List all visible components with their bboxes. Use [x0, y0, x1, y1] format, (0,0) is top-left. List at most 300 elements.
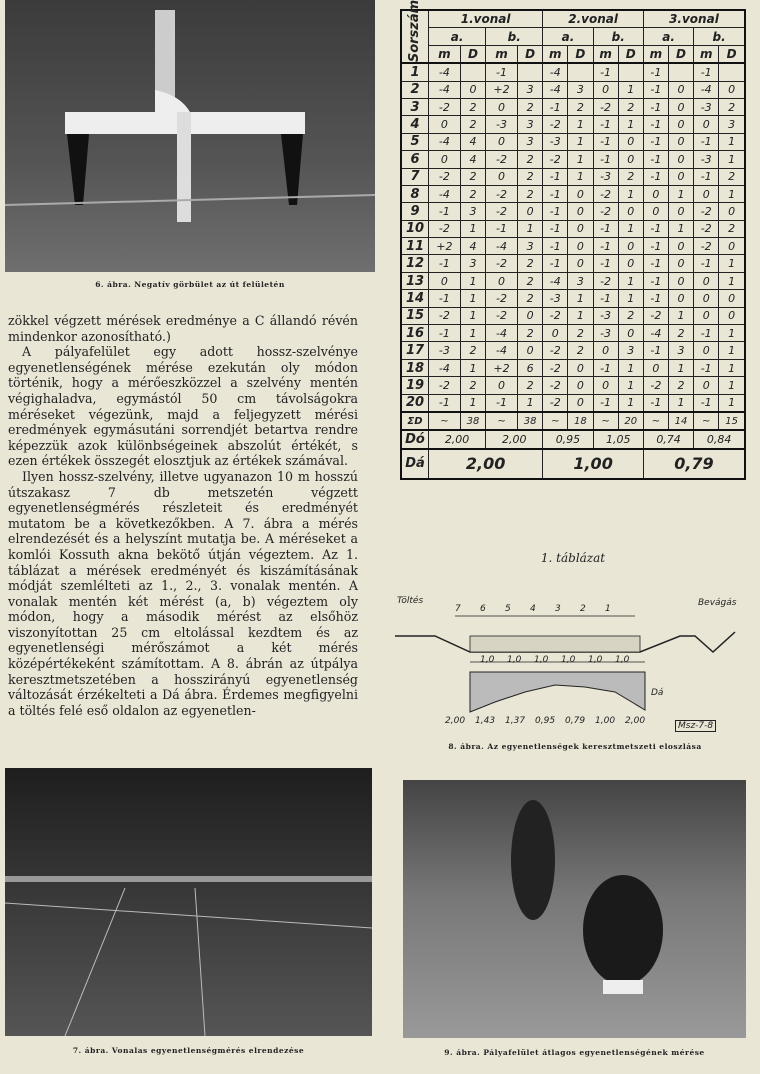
table-cell: -4	[543, 81, 568, 98]
md-header: D	[668, 45, 693, 63]
table-cell: -2	[429, 220, 461, 237]
value-label: 2,00	[445, 716, 466, 726]
table-cell: -1	[694, 133, 719, 150]
table-cell: 0	[593, 342, 618, 359]
table-cell: 1	[568, 168, 593, 185]
table-cell: 1	[668, 185, 693, 202]
table-cell: 1	[618, 359, 643, 376]
table-caption: 1. táblázat	[540, 551, 606, 565]
table-cell: 0	[643, 203, 668, 220]
table-cell	[719, 63, 745, 81]
table-cell: -3	[543, 133, 568, 150]
line-number: 2	[580, 604, 586, 614]
table-cell: -4	[429, 185, 461, 202]
row-index: 18	[401, 359, 429, 376]
line-number: 5	[505, 604, 511, 614]
do-row	[401, 430, 745, 448]
table-cell: -1	[643, 98, 668, 115]
table-cell: 1	[568, 290, 593, 307]
table-cell: 2	[460, 98, 485, 115]
table-cell: 0	[618, 151, 643, 168]
row-index: 10	[401, 220, 429, 237]
table-cell: 0	[517, 203, 542, 220]
row-index: 6	[401, 151, 429, 168]
table-cell: 0	[486, 377, 518, 394]
table-cell: 1	[719, 133, 745, 150]
da-cell: 2,00	[429, 449, 543, 479]
table-cell: 0	[668, 151, 693, 168]
table-cell: -2	[543, 377, 568, 394]
table-cell: -3	[593, 307, 618, 324]
table-cell: 1	[460, 325, 485, 342]
table-cell: -1	[543, 238, 568, 255]
table-cell: -4	[543, 272, 568, 289]
table-cell: 1	[460, 272, 485, 289]
row-index: 15	[401, 307, 429, 324]
table-row	[401, 185, 745, 202]
table-cell: 0	[568, 359, 593, 376]
table-cell: 2	[719, 98, 745, 115]
fig8-left-label: Töltés	[397, 596, 424, 606]
table-cell: -1	[643, 238, 668, 255]
table-cell: 1	[460, 359, 485, 376]
table-cell: 2	[668, 377, 693, 394]
table-cell: 0	[668, 168, 693, 185]
do-label: Dó	[401, 430, 429, 448]
line-header: 2.vonal	[543, 10, 644, 28]
table-cell: 1	[568, 151, 593, 168]
paragraph-1: zökkel végzett mérések eredménye a C állandó révén mindenkor azonosítható.)	[8, 313, 358, 344]
table-cell: -2	[543, 116, 568, 133]
table-cell: 1	[719, 342, 745, 359]
table-cell: 0	[643, 359, 668, 376]
md-header: m	[593, 45, 618, 63]
table-cell: 0	[694, 272, 719, 289]
value-label: 0,79	[565, 716, 586, 726]
table-cell: -2	[486, 151, 518, 168]
table-cell: 0	[694, 290, 719, 307]
table-cell: -1	[543, 203, 568, 220]
table-cell: -4	[486, 342, 518, 359]
table-cell: -1	[593, 63, 618, 81]
table-cell: 0	[668, 255, 693, 272]
da-cell: 1,00	[543, 449, 644, 479]
sub-header: a.	[543, 28, 593, 45]
md-header: D	[719, 45, 745, 63]
table-cell: 0	[429, 151, 461, 168]
line-header: 3.vonal	[643, 10, 745, 28]
table-cell: 2	[517, 151, 542, 168]
table-cell: -1	[643, 151, 668, 168]
sum-cell: ~	[593, 412, 618, 430]
md-header: D	[517, 45, 542, 63]
table-cell: 0	[568, 185, 593, 202]
table-cell: 0	[694, 377, 719, 394]
table-cell: 4	[460, 238, 485, 255]
table-cell: 1	[618, 185, 643, 202]
row-index: 2	[401, 81, 429, 98]
table-cell: -4	[429, 359, 461, 376]
table-cell: -2	[694, 220, 719, 237]
fig6-photo	[5, 0, 375, 272]
table-cell: -2	[694, 238, 719, 255]
table-header-lines	[401, 10, 745, 28]
table-cell: -2	[543, 359, 568, 376]
do-cell: 0,84	[694, 430, 745, 448]
table-cell: -2	[486, 307, 518, 324]
sum-cell: ~	[694, 412, 719, 430]
md-header: m	[543, 45, 568, 63]
table-cell: -1	[593, 151, 618, 168]
table-cell: 2	[719, 168, 745, 185]
table-cell	[568, 63, 593, 81]
table-cell: -1	[694, 255, 719, 272]
fig9-photo	[403, 780, 746, 1038]
table-row	[401, 220, 745, 237]
table-cell: 3	[517, 238, 542, 255]
table-cell: 0	[517, 307, 542, 324]
table-cell: -1	[429, 255, 461, 272]
table-cell: -2	[593, 272, 618, 289]
table-cell: 3	[618, 342, 643, 359]
table-row	[401, 238, 745, 255]
table-row	[401, 290, 745, 307]
sum-cell: ~	[486, 412, 518, 430]
table-cell: 2	[460, 185, 485, 202]
table-cell: 3	[568, 81, 593, 98]
table-cell: 3	[517, 116, 542, 133]
table-cell: -2	[486, 203, 518, 220]
sub-header: a.	[429, 28, 486, 45]
table-cell: 1	[618, 116, 643, 133]
table-cell: 2	[460, 116, 485, 133]
table-cell: -1	[694, 168, 719, 185]
table-cell: -1	[643, 116, 668, 133]
table-row	[401, 377, 745, 394]
table-cell: 0	[694, 342, 719, 359]
table-cell: 3	[460, 203, 485, 220]
table-cell: 0	[719, 203, 745, 220]
table-cell: 0	[668, 238, 693, 255]
table-cell: -1	[643, 81, 668, 98]
line-number: 3	[555, 604, 561, 614]
table-cell: -1	[643, 220, 668, 237]
table-cell: -2	[543, 151, 568, 168]
table-cell: -1	[643, 168, 668, 185]
table-cell: 1	[719, 359, 745, 376]
table-cell: 0	[568, 203, 593, 220]
md-header: m	[694, 45, 719, 63]
table-cell: 0	[486, 98, 518, 115]
table-row	[401, 359, 745, 376]
row-index: 20	[401, 394, 429, 412]
do-cell: 2,00	[486, 430, 543, 448]
sum-cell: ~	[543, 412, 568, 430]
spacing-label: 1,0	[561, 655, 576, 665]
table-cell: -1	[643, 342, 668, 359]
table-cell: 3	[668, 342, 693, 359]
spacing-label: 1,0	[507, 655, 522, 665]
table-cell: -1	[643, 255, 668, 272]
spacing-label: 1,0	[588, 655, 603, 665]
table-cell: 0	[429, 116, 461, 133]
table-cell: 1	[618, 377, 643, 394]
table-cell: 2	[668, 325, 693, 342]
table-cell: 1	[618, 394, 643, 412]
table-cell: -2	[593, 203, 618, 220]
table-cell: -1	[593, 238, 618, 255]
table-cell: 0	[719, 290, 745, 307]
sub-header: b.	[593, 28, 643, 45]
sub-header: b.	[694, 28, 745, 45]
row-index: 7	[401, 168, 429, 185]
table-cell: -1	[429, 394, 461, 412]
table-cell: -3	[694, 151, 719, 168]
row-index: 8	[401, 185, 429, 202]
sum-cell: ~	[429, 412, 461, 430]
table-cell: 0	[486, 272, 518, 289]
sum-cell: 15	[719, 412, 745, 430]
table-cell: 1	[719, 272, 745, 289]
table-cell: -2	[694, 203, 719, 220]
table-cell: 0	[694, 307, 719, 324]
table-cell: 2	[517, 377, 542, 394]
table-cell: 4	[460, 151, 485, 168]
table-cell: 0	[643, 185, 668, 202]
table-cell: 0	[668, 116, 693, 133]
table-cell: 1	[568, 116, 593, 133]
table-cell: -2	[543, 342, 568, 359]
table-row	[401, 98, 745, 115]
table-cell: 2	[460, 342, 485, 359]
table-cell: 0	[618, 255, 643, 272]
table-cell: -3	[593, 325, 618, 342]
row-index: 9	[401, 203, 429, 220]
fig9-caption: 9. ábra. Pályafelület átlagos egyenetlenségének mérése	[444, 1048, 705, 1057]
table-cell: -1	[593, 359, 618, 376]
table-cell: -1	[643, 394, 668, 412]
table-cell: -1	[429, 203, 461, 220]
paragraph-3: Ilyen hossz-szelvény, illetve ugyanazon 10 m hosszú útszakasz 7 db metszetén végzett egyenetlenségmérés részleteit és eredményét mutatom be a következőkben. A 7. ábra a mérés elrendezését és a helyszínt mutatja be. A méréseket a komlói Kossuth akna bekötő útján végeztem. Az 1. táblázat a mérések eredményét és kiszámításának módját szemlélteti az 1., 2., 3. vonalak mentén. A vonalak mentén két mérést (a, b) végeztem oly módon, hogy a második mérést az elsőhöz viszonyítottan 25 cm eltolással kezdtem és az egyenetlenségi mérőszámot a két mérés középértékeként számítottam. A 8. ábrán az útpálya keresztmetszetében a hosszirányú egyenetlenség változását érzékelteti a Dá ábra. Érdemes megfigyelni a töltés felé eső oldalon az egyenetlen-	[8, 468, 358, 718]
table-cell: 3	[568, 272, 593, 289]
do-cell: 0,74	[643, 430, 693, 448]
table-cell: +2	[486, 81, 518, 98]
row-index: 12	[401, 255, 429, 272]
fig8-caption: 8. ábra. Az egyenetlenségek keresztmetszeti eloszlása	[448, 742, 702, 751]
table-cell: 2	[618, 98, 643, 115]
table-cell: 0	[429, 272, 461, 289]
da-label: Dá	[401, 449, 429, 479]
table-cell: -4	[694, 81, 719, 98]
column-header-sorszam: Sorszám	[401, 10, 429, 63]
sum-row	[401, 412, 745, 430]
table-cell: -1	[694, 359, 719, 376]
table-cell: -1	[543, 168, 568, 185]
table-cell: 2	[460, 377, 485, 394]
table-row	[401, 81, 745, 98]
do-cell: 2,00	[429, 430, 486, 448]
table-cell: 0	[593, 81, 618, 98]
line-number: 1	[605, 604, 611, 614]
spacing-label: 1,0	[534, 655, 549, 665]
table-cell: 0	[543, 325, 568, 342]
table-cell: -1	[543, 185, 568, 202]
table-cell: -2	[486, 255, 518, 272]
table-cell: 0	[668, 98, 693, 115]
table-cell: 2	[618, 168, 643, 185]
table-cell: -2	[429, 168, 461, 185]
table-row	[401, 203, 745, 220]
table-cell: 1	[517, 220, 542, 237]
table-cell: -2	[593, 98, 618, 115]
value-label: 1,00	[595, 716, 616, 726]
table-cell: -1	[543, 255, 568, 272]
table-cell: -3	[694, 98, 719, 115]
table-cell: 1	[460, 290, 485, 307]
line-header: 1.vonal	[429, 10, 543, 28]
table-cell: -1	[694, 394, 719, 412]
sum-cell: 20	[618, 412, 643, 430]
table-cell: 1	[719, 394, 745, 412]
line-number: 6	[480, 604, 486, 614]
fig8-ref: Msz-7-8	[675, 720, 716, 732]
table-cell: -4	[486, 325, 518, 342]
table-cell: +2	[486, 359, 518, 376]
table-cell: 1	[460, 394, 485, 412]
da-row	[401, 449, 745, 479]
row-index: 5	[401, 133, 429, 150]
table-cell: -2	[429, 98, 461, 115]
table-cell: 1	[568, 307, 593, 324]
table-cell: -1	[643, 133, 668, 150]
table-cell: 0	[618, 325, 643, 342]
table-cell: 0	[719, 307, 745, 324]
line-number: 7	[455, 604, 461, 614]
table-cell: 2	[719, 220, 745, 237]
table-cell: 0	[486, 168, 518, 185]
md-header: m	[486, 45, 518, 63]
table-cell: +2	[429, 238, 461, 255]
table-cell: 0	[719, 81, 745, 98]
table-cell: -1	[543, 220, 568, 237]
row-index: 11	[401, 238, 429, 255]
table-cell: 2	[460, 168, 485, 185]
table-row	[401, 272, 745, 289]
table-cell: 2	[517, 272, 542, 289]
table-cell: -1	[694, 63, 719, 81]
table-cell: -1	[429, 290, 461, 307]
table-cell: 0	[593, 377, 618, 394]
value-label: 0,95	[535, 716, 556, 726]
table-1	[400, 0, 746, 480]
table-cell: -1	[486, 63, 518, 81]
table-cell: 4	[460, 133, 485, 150]
table-cell: 2	[517, 325, 542, 342]
sub-header: a.	[643, 28, 693, 45]
table-row	[401, 342, 745, 359]
row-index: 1	[401, 63, 429, 81]
table-cell: 1	[517, 394, 542, 412]
table-cell: 2	[517, 255, 542, 272]
table-cell: 2	[568, 98, 593, 115]
table-cell: -1	[694, 325, 719, 342]
table-cell: 1	[618, 272, 643, 289]
table-cell: 1	[460, 307, 485, 324]
table-row	[401, 63, 745, 81]
table-cell	[517, 63, 542, 81]
table-cell: -1	[593, 133, 618, 150]
table-cell: 0	[568, 394, 593, 412]
fig8-right-label: Bevágás	[698, 598, 737, 608]
table-cell: 0	[486, 133, 518, 150]
table-cell: 1	[668, 359, 693, 376]
da-cell: 0,79	[643, 449, 745, 479]
table-cell: 0	[694, 116, 719, 133]
do-cell: 0,95	[543, 430, 593, 448]
sum-cell: 18	[568, 412, 593, 430]
table-cell: 3	[517, 133, 542, 150]
table-cell	[618, 63, 643, 81]
table-cell: -1	[593, 290, 618, 307]
table-cell: 1	[668, 307, 693, 324]
table-cell: 1	[719, 255, 745, 272]
spacing-label: 1,0	[480, 655, 495, 665]
value-label: 2,00	[625, 716, 646, 726]
table-row	[401, 168, 745, 185]
fig8-da-label: Dá	[651, 688, 664, 698]
table-cell: -3	[543, 290, 568, 307]
table-cell: -1	[643, 272, 668, 289]
table-cell: 0	[668, 203, 693, 220]
table-cell: -2	[543, 307, 568, 324]
table-row	[401, 151, 745, 168]
table-row	[401, 325, 745, 342]
do-cell: 1,05	[593, 430, 643, 448]
table-row	[401, 133, 745, 150]
table-cell: 2	[618, 307, 643, 324]
table-cell: -1	[593, 116, 618, 133]
table-cell: -4	[429, 81, 461, 98]
table-row	[401, 394, 745, 412]
table-cell: -1	[643, 63, 668, 81]
table-header-subs	[401, 28, 745, 45]
fig8-diagram	[395, 592, 755, 742]
table-cell: -2	[429, 307, 461, 324]
sum-cell: ~	[643, 412, 668, 430]
table-cell: 0	[460, 81, 485, 98]
row-index: 13	[401, 272, 429, 289]
table-row	[401, 255, 745, 272]
table-cell: -1	[593, 394, 618, 412]
md-header: D	[618, 45, 643, 63]
table-cell: -1	[429, 325, 461, 342]
table-cell: 1	[618, 81, 643, 98]
sum-cell: 14	[668, 412, 693, 430]
table-cell: -4	[429, 63, 461, 81]
table-cell: -4	[429, 133, 461, 150]
sum-label: ΣD	[401, 412, 429, 430]
table-cell	[668, 63, 693, 81]
table-cell: 1	[719, 325, 745, 342]
row-index: 19	[401, 377, 429, 394]
table-cell: 0	[668, 133, 693, 150]
table-cell: 1	[668, 394, 693, 412]
row-index: 16	[401, 325, 429, 342]
table-cell: -4	[543, 63, 568, 81]
table-cell: 1	[618, 290, 643, 307]
table-cell: 3	[460, 255, 485, 272]
table-cell: -2	[429, 377, 461, 394]
